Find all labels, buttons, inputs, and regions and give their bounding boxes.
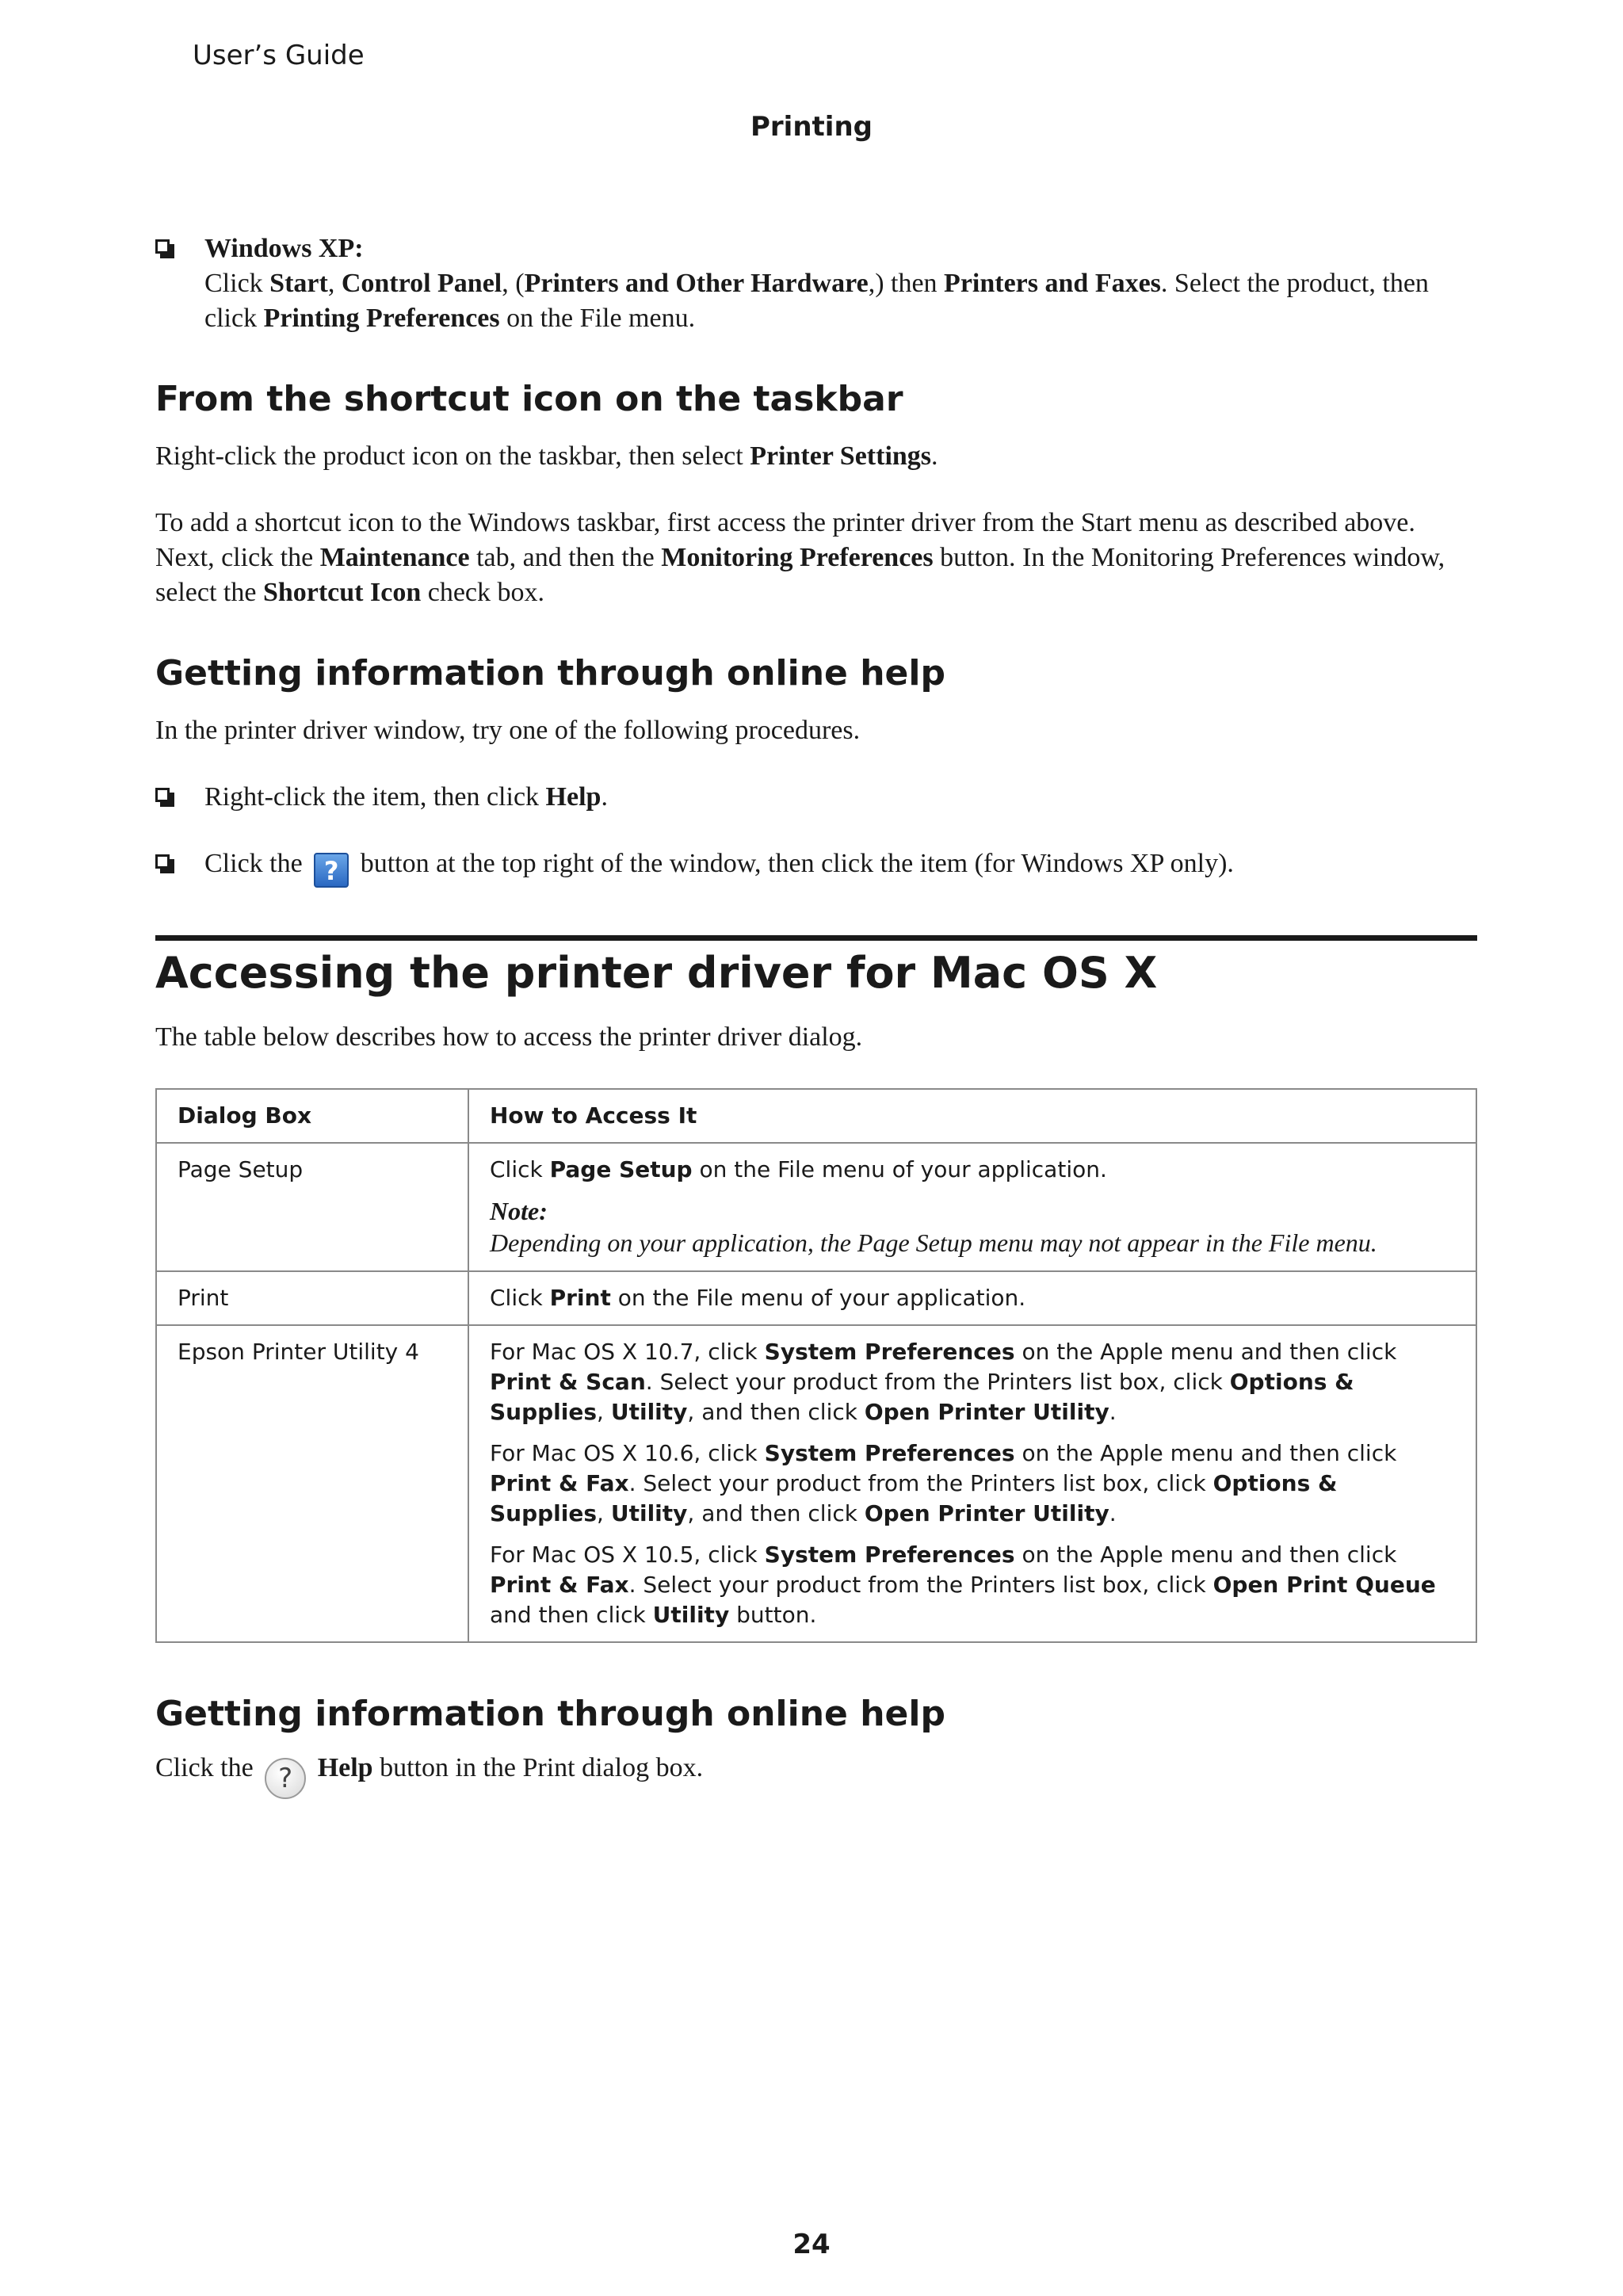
bullet-box-icon — [155, 239, 170, 254]
shortcut-para-2: To add a shortcut icon to the Windows taskbar, first access the printer driver from the Start menu as described above. Next, click the Maintenance tab, and then the Monitoring Preferences button. In the Monitoring Preferences window, select the Shortcut Icon check box. — [155, 508, 1445, 607]
shortcut-heading: From the shortcut icon on the taskbar — [155, 379, 903, 419]
help-circle-icon: ? — [265, 1758, 306, 1799]
shortcut-para-1: Right-click the product icon on the taskbar, then select Printer Settings. — [155, 441, 938, 471]
cell-how-to-access: Click Print on the File menu of your application. — [468, 1271, 1476, 1325]
help-mac-para: Click the ? Help button in the Print dialog box. — [155, 1751, 1477, 1799]
page-number: 24 — [792, 2229, 831, 2260]
help-mac-heading: Getting information through online help — [155, 1694, 945, 1734]
col-header-how-to-access: How to Access It — [468, 1089, 1476, 1143]
section-rule — [155, 935, 1477, 941]
table-row — [156, 1143, 1476, 1271]
bullet-box-icon — [155, 854, 170, 869]
note-label: Note: — [490, 1197, 548, 1225]
bullet-box-icon — [155, 788, 170, 802]
table-row — [156, 1271, 1476, 1325]
access-table — [155, 1088, 1477, 1643]
note-text: Depending on your application, the Page Setup menu may not appear in the File menu. — [490, 1228, 1377, 1257]
help-question-icon: ? — [314, 853, 349, 888]
winxp-bullet: Windows XP: Click Start, Control Panel, (Printers and Other Hardware,) then Printers and Faxes. Select the product, then click Printing Preferences on the File menu. — [155, 231, 1477, 336]
page-content — [155, 231, 1477, 1799]
mac-intro: The table below describes how to access the printer driver dialog. — [155, 1022, 863, 1052]
help-win-bullet-2: Click the ? button at the top right of the window, then click the item (for Windows XP only). — [155, 846, 1477, 888]
cell-dialog-box: Page Setup — [156, 1143, 468, 1271]
help-win-bullet-1: Right-click the item, then click Help. — [155, 780, 1477, 815]
help-win-intro: In the printer driver window, try one of the following procedures. — [155, 716, 861, 745]
mac-heading: Accessing the printer driver for Mac OS X — [155, 948, 1158, 998]
mac-10-6-instructions: For Mac OS X 10.6, click System Preferences on the Apple menu and then click Print & Fax. Select your product from the Printers list box, click Options & Supplies, Utility, and then click Open Printer Utility. — [490, 1440, 1397, 1526]
cell-how-to-access: Click Page Setup on the File menu of your application. Note: Depending on your application, the Page Setup menu may not appear in the File menu. — [468, 1143, 1476, 1271]
table-row — [156, 1325, 1476, 1642]
help-win-heading: Getting information through online help — [155, 653, 945, 693]
cell-dialog-box: Print — [156, 1271, 468, 1325]
cell-dialog-box: Epson Printer Utility 4 — [156, 1325, 468, 1642]
section-title: Printing — [750, 111, 873, 143]
cell-how-to-access — [468, 1325, 1476, 1642]
mac-10-5-instructions: For Mac OS X 10.5, click System Preferences on the Apple menu and then click Print & Fax. Select your product from the Printers list box, click Open Print Queue and then click Utility button. — [490, 1541, 1436, 1628]
running-header: User’s Guide — [193, 40, 365, 71]
table-header-row — [156, 1089, 1476, 1143]
col-header-dialog-box: Dialog Box — [156, 1089, 468, 1143]
mac-10-7-instructions: For Mac OS X 10.7, click System Preferences on the Apple menu and then click Print & Scan. Select your product from the Printers list box, click Options & Supplies, Utility, and then click Open Printer Utility. — [490, 1339, 1397, 1425]
